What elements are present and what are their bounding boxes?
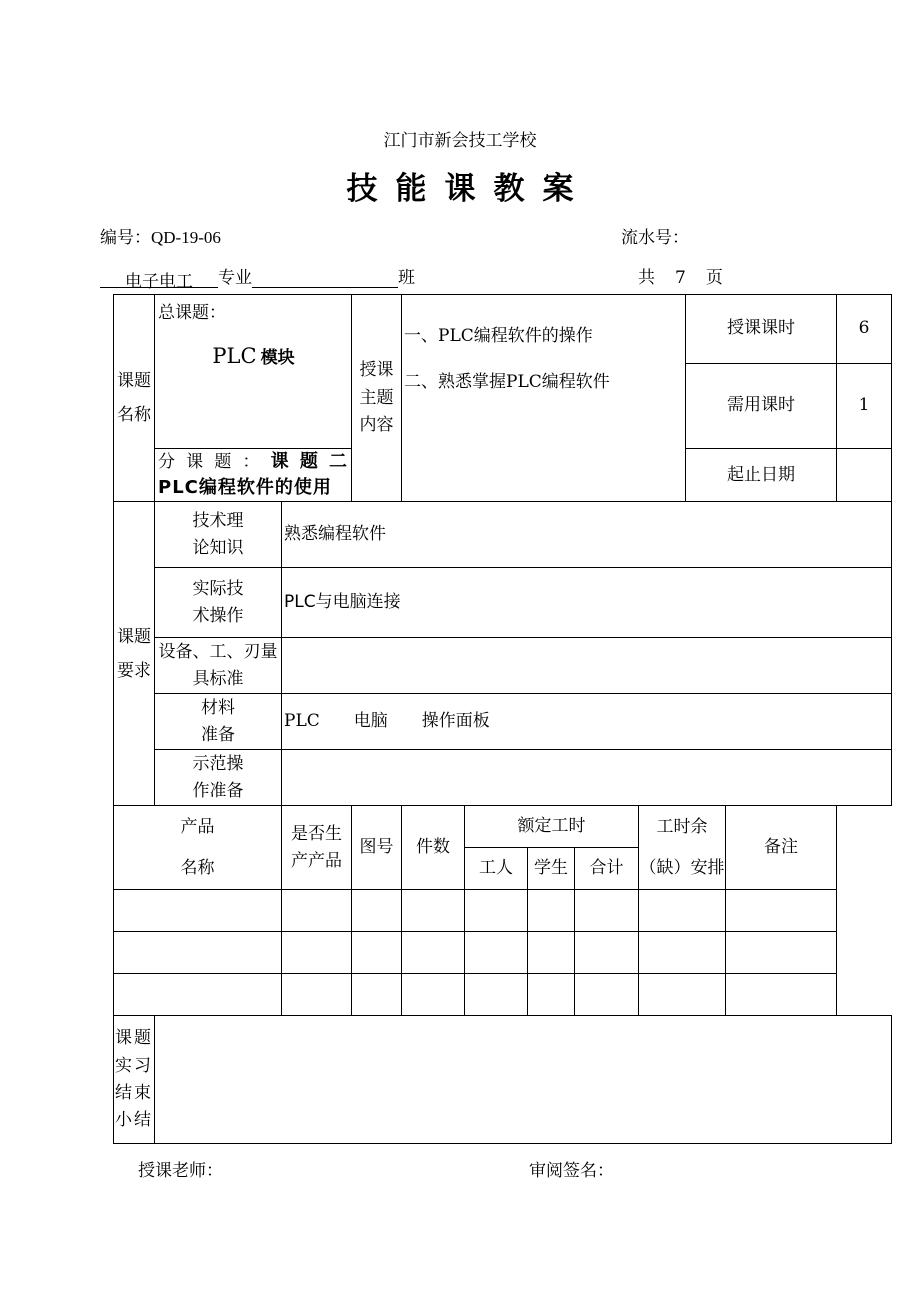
hours-label: 授课课时 xyxy=(686,295,837,364)
major-value: 电子电工 xyxy=(100,267,218,288)
general-topic-label: 总课题： xyxy=(158,303,226,323)
needed-value: 1 xyxy=(837,364,892,449)
date-value xyxy=(837,449,892,502)
sub-topic-value-a: 课题二 xyxy=(270,451,350,472)
document-title: 技能课教案 xyxy=(346,171,592,207)
sub-topic-cell xyxy=(155,449,352,502)
content-cell xyxy=(402,295,686,502)
drawing-header: 图号 xyxy=(352,806,402,890)
sub-topic-value-b: PLC编程软件的使用 xyxy=(158,477,332,499)
rated-hours-header: 额定工时 xyxy=(465,806,639,848)
sub-topic-line-1 xyxy=(158,449,349,475)
product-name-label-b: 名称 xyxy=(180,857,215,878)
content-label: 授课主题内容 xyxy=(352,295,402,502)
worker-header: 工人 xyxy=(465,848,528,890)
summary-value xyxy=(155,1016,892,1144)
product-cell xyxy=(282,890,352,932)
serial-label: 流水号： xyxy=(621,228,689,248)
product-cell xyxy=(528,974,575,1016)
requirement-label-3: 设备、工、刃量具标准 xyxy=(155,638,282,694)
class-blank xyxy=(252,267,398,288)
product-cell xyxy=(465,974,528,1016)
product-cell xyxy=(639,932,726,974)
requirement-label-4: 材料准备 xyxy=(155,694,282,750)
content-item-2: 二、熟悉掌握PLC编程软件 xyxy=(404,372,610,393)
requirement-value-5 xyxy=(282,750,892,806)
requirement-value-3 xyxy=(282,638,892,694)
content-item-1: 一、PLC编程软件的操作 xyxy=(404,326,593,346)
student-header: 学生 xyxy=(528,848,575,890)
product-cell xyxy=(402,932,465,974)
product-row xyxy=(114,974,892,1016)
requirement-label-1: 技术理论知识 xyxy=(155,502,282,568)
general-topic-value xyxy=(158,341,349,373)
product-cell xyxy=(528,890,575,932)
product-cell xyxy=(639,890,726,932)
product-cell xyxy=(575,974,639,1016)
reviewer-label: 审阅签名： xyxy=(529,1161,614,1181)
code-value: QD-19-06 xyxy=(151,228,221,247)
hours-value: 6 xyxy=(837,295,892,364)
code-line xyxy=(100,223,221,248)
product-cell xyxy=(402,974,465,1016)
pages-count: 7 xyxy=(674,268,686,288)
product-cell xyxy=(465,932,528,974)
product-cell xyxy=(114,890,282,932)
count-header: 件数 xyxy=(402,806,465,890)
product-cell xyxy=(726,974,837,1016)
pages-suffix: 页 xyxy=(705,268,723,288)
class-label: 班 xyxy=(398,268,415,288)
general-topic-value-main: PLC xyxy=(212,343,257,368)
teacher-label: 授课老师： xyxy=(138,1161,223,1181)
code-label: 编号： xyxy=(100,228,151,248)
date-label: 起止日期 xyxy=(686,449,837,502)
general-topic-value-suffix: 模块 xyxy=(260,347,295,368)
major-label: 专业 xyxy=(218,268,252,288)
needed-label: 需用课时 xyxy=(686,364,837,449)
requirement-value-4: PLC 电脑 操作面板 xyxy=(282,694,892,750)
topic-row-label: 课题名称 xyxy=(114,295,155,502)
product-cell xyxy=(726,932,837,974)
product-row xyxy=(114,932,892,974)
product-cell xyxy=(639,974,726,1016)
product-cell xyxy=(114,932,282,974)
total-header: 合计 xyxy=(575,848,639,890)
requirement-value-2: PLC与电脑连接 xyxy=(282,568,892,638)
school-name: 江门市新会技工学校 xyxy=(383,131,537,151)
product-cell xyxy=(726,890,837,932)
product-cell xyxy=(465,890,528,932)
product-cell xyxy=(575,890,639,932)
product-cell xyxy=(528,932,575,974)
summary-row-label: 课题实习结束小结 xyxy=(114,1016,155,1144)
product-cell xyxy=(282,974,352,1016)
pages-info xyxy=(638,263,723,288)
product-cell xyxy=(282,932,352,974)
product-name-header xyxy=(114,806,282,890)
requirement-value-1: 熟悉编程软件 xyxy=(282,502,892,568)
is-product-header: 是否生产产品 xyxy=(282,806,352,890)
product-cell xyxy=(114,974,282,1016)
lesson-plan-table xyxy=(113,294,892,1144)
surplus-header xyxy=(639,806,726,890)
surplus-label-b: （缺）安排 xyxy=(639,857,725,878)
product-row xyxy=(114,890,892,932)
surplus-label-a: 工时余 xyxy=(656,816,708,837)
requirement-label-2: 实际技术操作 xyxy=(155,568,282,638)
requirements-row-label: 课题要求 xyxy=(114,502,155,806)
product-cell xyxy=(402,890,465,932)
product-cell xyxy=(352,890,402,932)
product-cell xyxy=(575,932,639,974)
product-cell xyxy=(352,974,402,1016)
general-topic-cell xyxy=(155,295,352,449)
pages-prefix: 共 xyxy=(638,268,655,288)
sub-topic-label: 分课题： xyxy=(158,452,271,472)
product-name-label-a: 产品 xyxy=(180,816,215,837)
remark-header: 备注 xyxy=(726,806,837,890)
requirement-label-5: 示范操作准备 xyxy=(155,750,282,806)
product-cell xyxy=(352,932,402,974)
major-line xyxy=(100,263,415,292)
